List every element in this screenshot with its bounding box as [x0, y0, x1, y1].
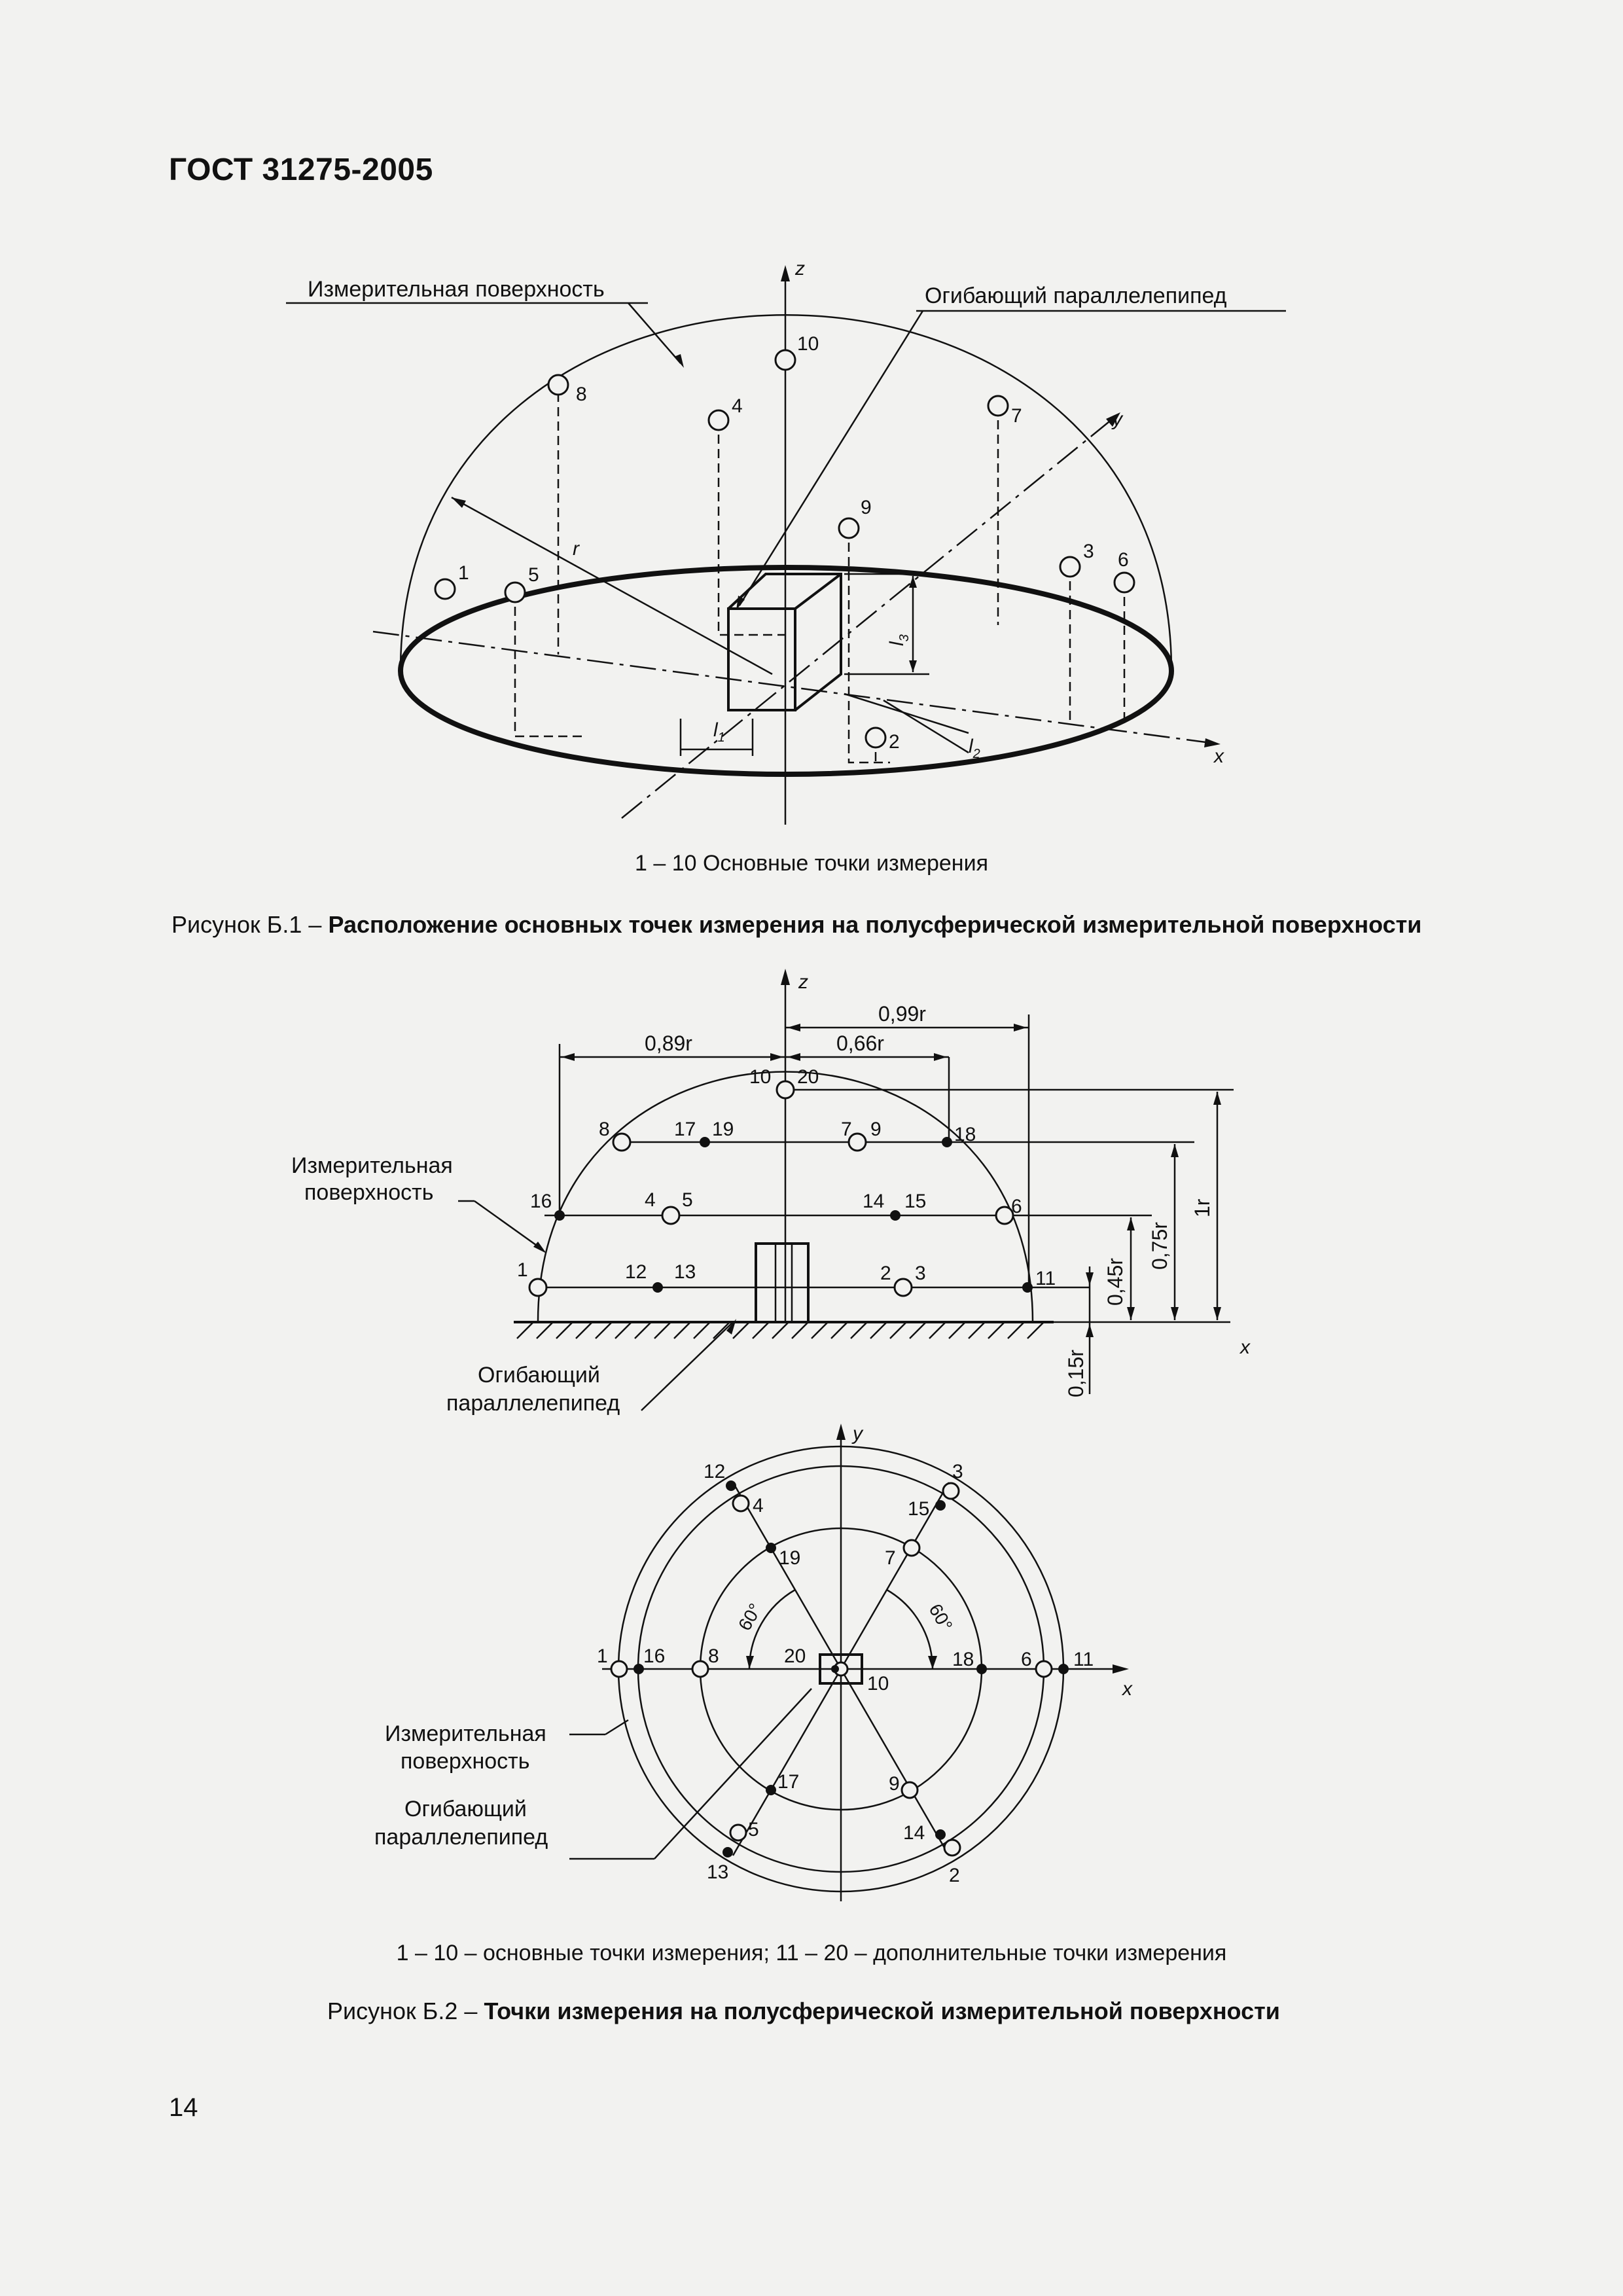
fig2-top-box-1: Огибающий: [404, 1797, 527, 1821]
top-point-19: [766, 1543, 776, 1553]
fig1-axis-x: x: [1214, 745, 1224, 767]
top-point-11: [1058, 1664, 1069, 1674]
fig1-label-box: Огибающий параллелепипед: [925, 283, 1227, 308]
top-point-18: [976, 1664, 987, 1674]
side-label-9: 9: [870, 1119, 882, 1140]
figure-b1-caption-title: Расположение основных точек измерения на полусферической измерительной поверхности: [328, 911, 1422, 938]
fig2-axis-x: x: [1240, 1336, 1250, 1358]
top-point-14: [935, 1829, 946, 1840]
figure-b1-legend: 1 – 10 Основные точки измерения: [635, 851, 988, 876]
fig2-axis-y: y: [853, 1423, 863, 1444]
fig2-dim-099r: 0,99r: [878, 1002, 926, 1026]
document-code-header: ГОСТ 31275-2005: [169, 152, 433, 187]
fig2-dim-089r: 0,89r: [645, 1031, 692, 1055]
side-label-6: 6: [1011, 1196, 1022, 1217]
top-point-1: [611, 1661, 627, 1677]
side-label-17: 17: [674, 1119, 696, 1140]
fig2-side-box-1: Огибающий: [478, 1363, 600, 1388]
fig1-label-point-7: 7: [1011, 405, 1022, 427]
top-label-17b: 17: [777, 1771, 800, 1793]
top-point-2: [944, 1840, 960, 1856]
fig1-label-point-1: 1: [458, 562, 469, 584]
fig2-dim-1r: 1r: [1190, 1198, 1214, 1217]
top-label-11: 11: [1073, 1649, 1094, 1670]
top-point-12: [726, 1480, 736, 1491]
fig1-l1-sub: 1: [717, 730, 725, 745]
side-label-14: 14: [863, 1191, 885, 1212]
top-label-7: 7: [885, 1547, 896, 1569]
top-point-7: [904, 1540, 919, 1556]
fig1-l1: l: [713, 719, 718, 741]
top-label-1: 1: [597, 1645, 608, 1667]
top-point-6: [1036, 1661, 1052, 1677]
fig1-label-point-3: 3: [1083, 541, 1094, 562]
side-label-12: 12: [625, 1261, 647, 1283]
top-label-18: 18: [952, 1649, 974, 1670]
fig1-axis-z: z: [795, 258, 805, 279]
fig1-label-point-6: 6: [1118, 549, 1129, 571]
figure-b2-legend: 1 – 10 – основные точки измерения; 11 – 20 – дополнительные точки измерения: [396, 1941, 1227, 1965]
side-label-1: 1: [517, 1259, 528, 1281]
page-number: 14: [169, 2093, 198, 2122]
figure-b2-caption-title: Точки измерения на полусферической измерительной поверхности: [484, 1998, 1280, 2024]
side-label-2: 2: [880, 1263, 891, 1284]
top-label-12: 12: [704, 1461, 726, 1482]
fig2-top-axis-x: x: [1122, 1678, 1132, 1700]
figure-b1-caption-prefix: Рисунок Б.1 –: [171, 911, 329, 938]
fig2-dim-045r: 0,45r: [1103, 1258, 1127, 1306]
top-point-8: [692, 1661, 708, 1677]
fig1-l2: l: [969, 736, 973, 757]
fig1-l3-sub: 3: [897, 634, 912, 642]
top-point-9: [902, 1782, 918, 1798]
fig2-top-box-2: параллелепипед: [374, 1825, 548, 1850]
fig1-l2-sub: 2: [972, 747, 980, 761]
side-label-3: 3: [915, 1263, 926, 1284]
fig1-label-surface: Измерительная поверхность: [308, 277, 605, 302]
top-label-10: 10: [867, 1673, 889, 1695]
side-label-11: 11: [1035, 1268, 1056, 1289]
fig2-axis-z: z: [798, 971, 808, 993]
top-label-3: 3: [952, 1461, 963, 1482]
side-label-10: 10: [749, 1066, 772, 1088]
top-point-4: [733, 1496, 749, 1511]
fig2-top-surface-2: поверхность: [401, 1749, 530, 1774]
top-label-6: 6: [1021, 1649, 1032, 1670]
top-point-17: [766, 1785, 776, 1795]
top-point-3: [943, 1483, 959, 1499]
fig1-label-point-4: 4: [732, 395, 743, 417]
side-label-7: 7: [841, 1119, 852, 1140]
fig2-top-surface-1: Измерительная: [385, 1721, 546, 1746]
top-label-13: 13: [707, 1861, 729, 1883]
fig2-angle-right: 60°: [925, 1600, 957, 1635]
side-label-4: 4: [645, 1189, 656, 1211]
fig2-side-surface-2: поверхность: [304, 1180, 434, 1205]
top-point-15: [935, 1500, 946, 1511]
fig1-label-point-10: 10: [797, 333, 819, 355]
fig1-label-point-8: 8: [576, 384, 587, 405]
top-label-19: 19: [779, 1547, 801, 1569]
fig2-angle-left: 60°: [734, 1600, 766, 1634]
figure-b2-caption: [327, 1998, 1280, 2025]
side-label-16: 16: [530, 1191, 552, 1212]
fig1-label-point-2: 2: [889, 731, 900, 753]
top-label-4: 4: [753, 1495, 764, 1516]
top-point-13: [722, 1847, 733, 1857]
fig1-label-point-5: 5: [528, 564, 539, 586]
side-label-5: 5: [682, 1189, 693, 1211]
side-label-20: 20: [797, 1066, 819, 1088]
top-point-20: [831, 1665, 839, 1673]
top-label-2: 2: [949, 1865, 960, 1886]
top-label-16: 16: [643, 1645, 666, 1667]
fig2-dim-075r: 0,75r: [1148, 1222, 1171, 1270]
side-label-18: 18: [954, 1124, 976, 1145]
top-point-16: [633, 1664, 644, 1674]
fig1-l3: l: [886, 641, 908, 646]
top-point-5: [730, 1825, 746, 1840]
fig1-label-point-9: 9: [861, 497, 872, 518]
side-label-19: 19: [712, 1119, 734, 1140]
fig1-axis-y: y: [1113, 408, 1122, 430]
side-label-15: 15: [904, 1191, 927, 1212]
side-label-13: 13: [674, 1261, 696, 1283]
top-label-20: 20: [784, 1645, 806, 1667]
fig2-side-surface-1: Измерительная: [291, 1153, 453, 1178]
side-label-8: 8: [599, 1119, 610, 1140]
figure-b2-caption-prefix: Рисунок Б.2 –: [327, 1998, 484, 2024]
top-label-9: 9: [889, 1773, 900, 1795]
fig2-dim-015r: 0,15r: [1064, 1350, 1088, 1397]
top-label-14: 14: [903, 1822, 925, 1844]
top-label-5: 5: [748, 1819, 759, 1840]
top-label-8: 8: [708, 1645, 719, 1667]
fig1-radius-label: r: [573, 538, 579, 560]
fig2-dim-066r: 0,66r: [836, 1031, 884, 1055]
fig2-side-box-2: параллелепипед: [446, 1391, 620, 1416]
top-label-15: 15: [908, 1498, 930, 1520]
